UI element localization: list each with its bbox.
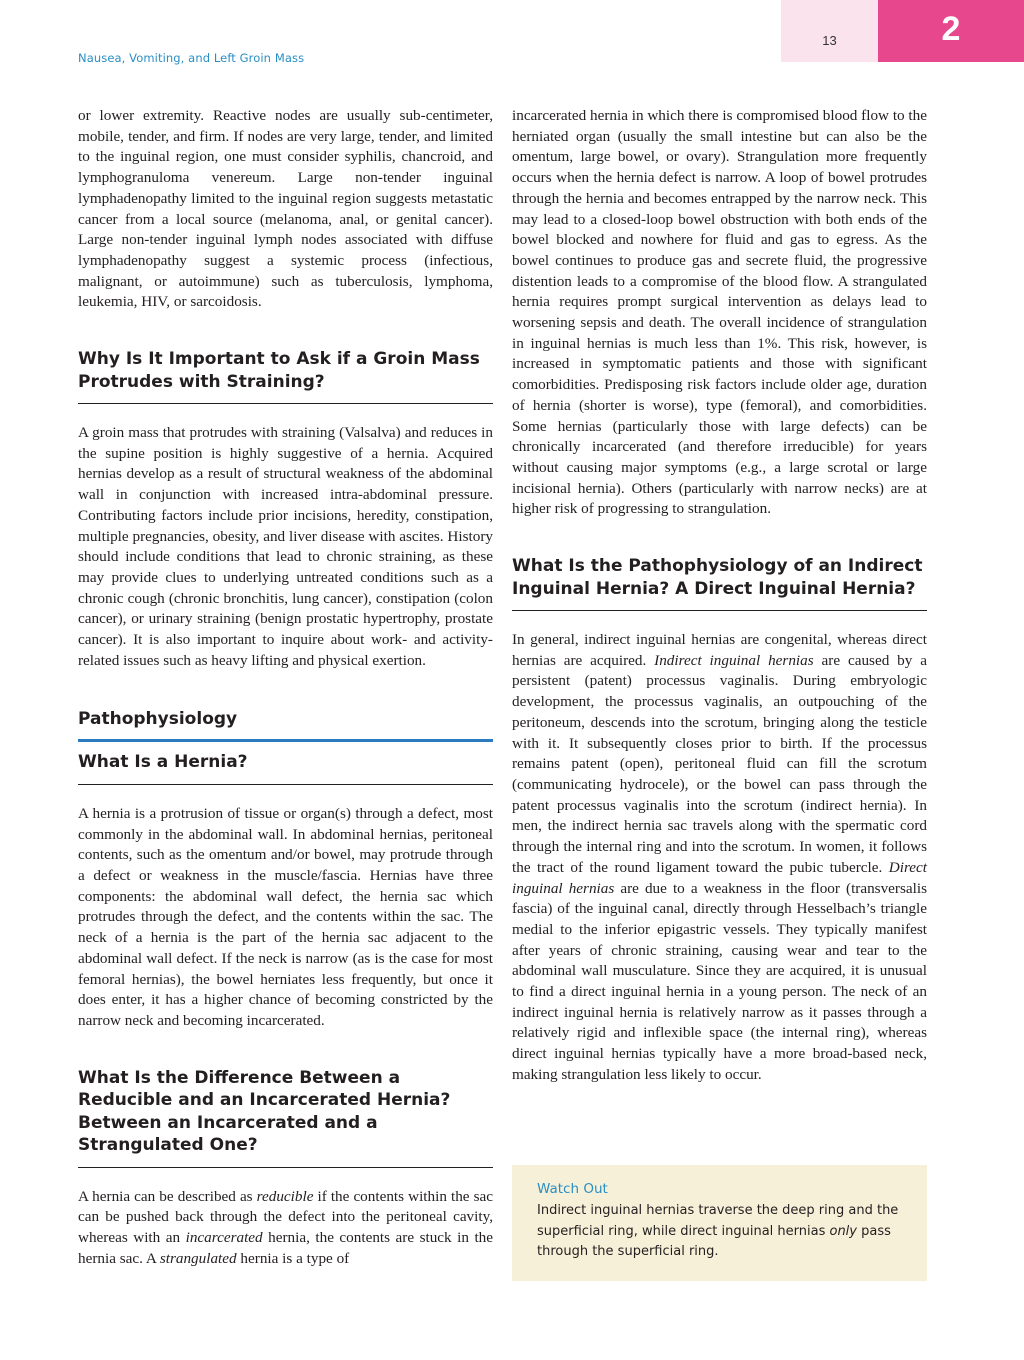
paragraph-lymph-nodes: or lower extremity. Reactive nodes are usually sub-centimeter, mobile, tender, and firm. If nodes are very large, tender, and limited to the inguinal region, one must consider syphilis, chancroid, and lymphogranuloma venereum. Large non-tender inguinal lymphadenopathy limited to the inguinal region suggests metastatic cancer from a local source (melanoma, anal, or genital cancer). Large non-tender inguinal lymph nodes associated with diffuse lymphadenopathy suggest a systemic process (infectious, malignant, or autoimmune) such as tuberculosis, lymphoma, leukemia, HIV, or sarcoidosis. [78,107,493,311]
chapter-tab [878,0,1024,62]
paragraph-hernia-definition [78,804,493,1032]
text-run: In general, indirect inguinal hernias are congenital, whereas direct hernias are acquired. [512,631,927,669]
callout-title: Watch Out [537,1181,608,1197]
text-run: A hernia can be described as [78,1187,257,1205]
chapter-number: 2 [941,10,961,48]
heading-reducible-vs-incarcerated: What Is the Difference Between a Reducible and an Incarcerated Hernia? Between an Incarcerated and a Strangulated One? [78,1067,493,1168]
heading-pathophysiology: Pathophysiology [78,708,493,742]
paragraph-reducible [78,1187,493,1270]
term-strangulated: strangulated [159,1249,237,1267]
callout-text [537,1201,903,1263]
term-incarcerated: incarcerated [185,1229,263,1247]
text-run: Indirect inguinal hernias traverse the deep ring and the superficial ring, while direct inguinal hernias [537,1203,899,1239]
page-number-box [781,0,878,62]
running-head: Nausea, Vomiting, and Left Groin Mass [78,51,305,65]
term-reducible: reducible [256,1187,314,1205]
text-run: hernia, the contents are stuck in the hernia sac. A [78,1229,493,1267]
left-column [78,106,493,1270]
text-run: are caused by a persistent (patent) processus vaginalis. During embryologic development, the processus vaginalis, an outpouching of the peritoneum, descends into the scrotum, bringing along the testicle with it. It subsequently closes prior to birth. If the processus remains patent (open), peritoneal fluid can fill the scrotum (communicating hydrocele), or the bowel can pass through the patent processus vaginalis into the scrotum (indirect hernia). In men, the indirect hernia sac travels along with the spermatic cord through the internal ring and into the scrotum. In women, it follows the tract of the round ligament toward the pubic tubercle. [512,651,927,876]
heading-straining: Why Is It Important to Ask if a Groin Mass Protrudes with Straining? [78,348,493,404]
watch-out-callout [512,1165,927,1281]
heading-pathophysiology-indirect-direct: What Is the Pathophysiology of an Indirect Inguinal Hernia? A Direct Inguinal Hernia? [512,555,927,611]
text-run: pass through the superficial ring. [537,1223,891,1259]
term-direct-inguinal-hernias: Direct inguinal hernias [512,858,927,897]
term-indirect-inguinal-hernias: Indirect inguinal hernias [654,651,814,669]
text-run: are due to a weakness in the floor (transversalis fascia) of the inguinal canal, directly through Hesselbach’s triangle medial to the inferior epigastric vessels. They typically manifest after years of chronic straining, causing wear and tear to the abdominal wall musculature. Since they are acquired, it is unusual to find a direct inguinal hernia in a young person. The neck of an indirect inguinal hernia is relatively narrow as it passes through a relatively rigid and inflexible space (the internal ring), whereas direct inguinal hernias typically have a more broad-based neck, making strangulation less likely to occur. [512,879,927,1083]
term-only: only [829,1223,857,1239]
page-number: 13 [822,33,837,48]
text-run: if the contents within the sac can be pushed back through the defect into the peritoneal cavity, whereas with an [78,1187,493,1247]
text-run: hernia is a type of [236,1249,350,1267]
paragraph-hernia-text: A hernia is a protrusion of tissue or organ(s) through a defect, most commonly in the abdominal wall. In abdominal hernias, peritoneal contents, such as the omentum and/or bowel, may protrude through a defect or weakness in the muscle/fascia. Hernias have three components: the abdominal wall defect, the hernia sac which protrudes through the defect, and the contents within the sac. The neck of a hernia is the part of the hernia sac adjacent to the abdominal wall defect. If the neck is narrow (as is the case for most femoral hernias), the bowel herniates less frequently, but once it does enter, it has a higher chance of becoming constricted by the narrow neck and becoming incarcerated. [78,804,493,1029]
paragraph-straining: A groin mass that protrudes with straining (Valsalva) and reduces in the supine position is highly suggestive of a hernia. Acquired hernias develop as a result of structural weakness of the abdominal wall in conjunction with increased intra-abdominal pressure. Contributing factors include prior incisions, heredity, constipation, multiple pregnancies, obesity, and liver disease with ascites. History should include conditions that lead to chronic straining, as these may provide clues to underlying untreated conditions such as a chronic cough (chronic bronchitis, lung cancer), constipation (colon cancer), or urinary straining (benign prostatic hypertrophy, prostate cancer). It is also important to inquire about work- and activity-related issues such as heavy lifting and physical exertion. [78,424,493,669]
paragraph-strangulation: incarcerated hernia in which there is compromised blood flow to the herniated organ (usually the small intestine but can also be the omentum, large bowel, or ovary). Strangulation more frequently occurs when the hernia defect is narrow. A loop of bowel protrudes through the hernia and becomes entrapped by the narrow neck. This may lead to a closed-loop bowel obstruction with both ends of the bowel blocked and nowhere for fluid and gas to egress. As the bowel continues to produce gas and secrete fluid, the progressive distention leads to a compromise of the blood flow. A strangulated hernia requires prompt surgical intervention as delays lead to worsening sepsis and death. The overall incidence of strangulation in inguinal hernias is much less than 1%. This risk, however, is increased in symptomatic patients and those with significant comorbidities. Predisposing risk factors include older age, duration of hernia (shorter is worse), type (femoral), and comorbidities. Some hernias (particularly those with large defects) can be chronically incarcerated (and therefore irreducible) for years without causing major symptoms (e.g., a large scrotal or large incisional hernia). Others (particularly with narrow necks) are at higher risk of progressing to strangulation. [512,107,927,518]
heading-what-is-hernia: What Is a Hernia? [78,751,493,785]
paragraph-indirect-direct [512,630,927,1085]
right-column [512,106,927,1086]
